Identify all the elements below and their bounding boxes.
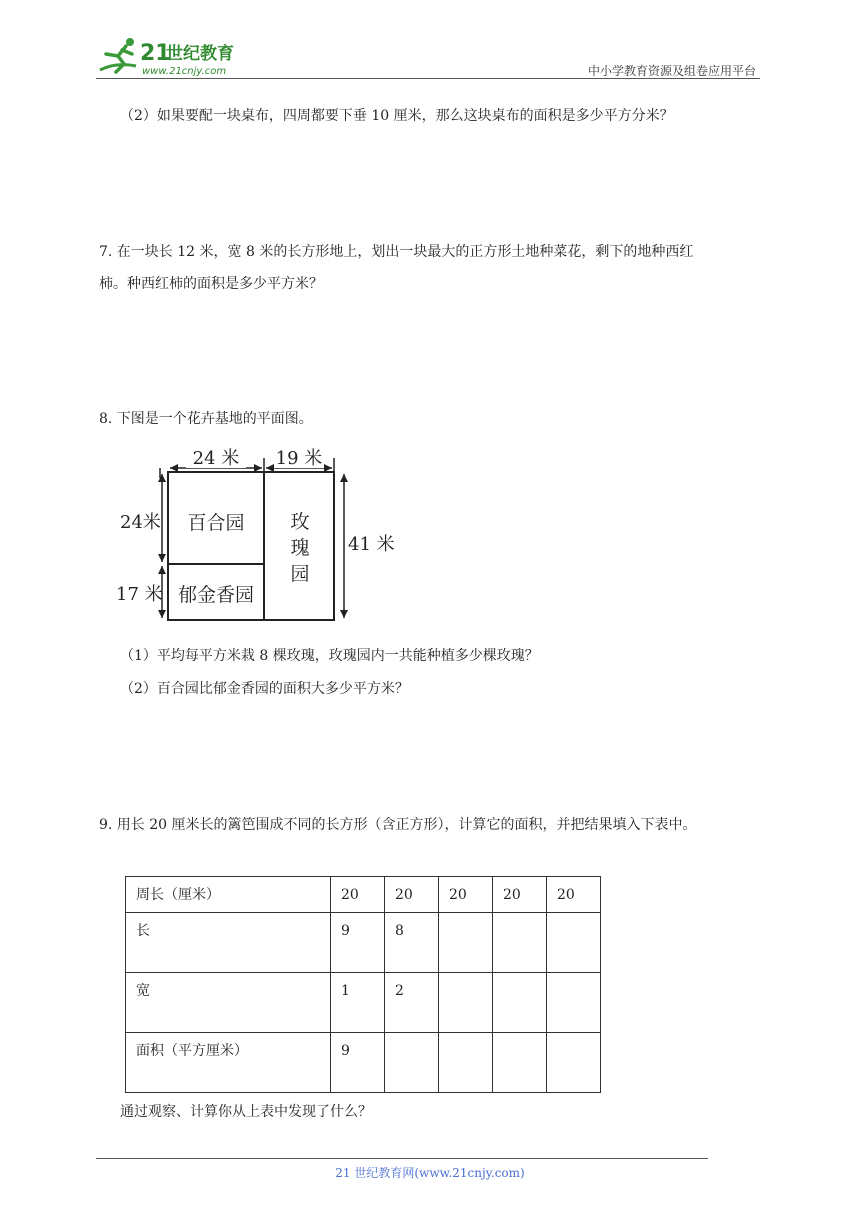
- table-row: [126, 877, 601, 913]
- svg-text:www.21cnjy.com: www.21cnjy.com: [142, 66, 227, 77]
- table-cell: 20: [385, 877, 439, 913]
- table-cell: 20: [547, 877, 601, 913]
- table-cell: 2: [385, 973, 439, 1033]
- table-cell-empty: [493, 913, 547, 973]
- q8-title: 8. 下图是一个花卉基地的平面图。: [99, 411, 313, 427]
- table-cell-empty: [493, 1033, 547, 1093]
- table-cell-empty: [547, 1033, 601, 1093]
- table-cell: 面积（平方厘米）: [126, 1033, 331, 1093]
- table-cell: 周长（厘米）: [126, 877, 331, 913]
- table-cell: 1: [331, 973, 385, 1033]
- region-rose-char1: 玫: [290, 511, 310, 533]
- runner-logo-icon: [96, 34, 266, 78]
- table-cell: 9: [331, 1033, 385, 1093]
- site-slogan: 中小学教育资源及组卷应用平台: [587, 64, 756, 78]
- region-lily: 百合园: [187, 512, 245, 534]
- table-cell: 长: [126, 913, 331, 973]
- q8-part1-text: （1）平均每平方米栽 8 棵玫瑰，玫瑰园内一共能种植多少棵玫瑰？: [120, 648, 539, 664]
- region-rose-char3: 园: [290, 563, 310, 585]
- svg-text:世纪教育: 世纪教育: [166, 44, 234, 64]
- q9-title: 9. 用长 20 厘米长的篱笆围成不同的长方形（含正方形），计算它的面积，并把结果填入下表中。: [99, 817, 697, 833]
- q9-followup-text: 通过观察、计算你从上表中发现了什么？: [120, 1104, 372, 1120]
- table-cell-empty: [439, 913, 493, 973]
- site-logo: [96, 34, 266, 78]
- footer-link[interactable]: 21 世纪教育网(www.21cnjy.com): [335, 1166, 525, 1180]
- q7-text-line1: 7. 在一块长 12 米，宽 8 米的长方形地上，划出一块最大的正方形土地种菜花，剩下的地种西红: [99, 244, 694, 260]
- svg-text:21: 21: [140, 41, 171, 66]
- label-left-lower-height: 17 米: [116, 584, 163, 605]
- region-tulip: 郁金香园: [177, 584, 255, 606]
- table-cell-empty: [439, 973, 493, 1033]
- footer-divider: [96, 1158, 708, 1159]
- q6-part2-text: （2）如果要配一块桌布，四周都要下垂 10 厘米，那么这块桌布的面积是多少平方分米？: [120, 108, 674, 124]
- table-row: [126, 1033, 601, 1093]
- table-cell: 宽: [126, 973, 331, 1033]
- q8-part2-text: （2）百合园比郁金香园的面积大多少平方米？: [120, 681, 409, 697]
- table-cell-empty: [385, 1033, 439, 1093]
- table-row: [126, 973, 601, 1033]
- table-cell-empty: [547, 913, 601, 973]
- table-row: [126, 913, 601, 973]
- table-cell-empty: [547, 973, 601, 1033]
- table-cell: 20: [439, 877, 493, 913]
- label-left-upper-height: 24米: [120, 512, 161, 533]
- perimeter-area-table: [125, 876, 601, 1093]
- table-cell: 9: [331, 913, 385, 973]
- flower-base-plan-diagram: [112, 442, 402, 626]
- region-rose-char2: 瑰: [290, 537, 310, 559]
- label-top-right-width: 19 米: [275, 448, 323, 469]
- header-divider: [96, 78, 760, 79]
- q7-text-line2: 柿。种西红柿的面积是多少平方米？: [99, 276, 323, 292]
- table-cell: 20: [331, 877, 385, 913]
- table-cell: 8: [385, 913, 439, 973]
- table-cell-empty: [439, 1033, 493, 1093]
- label-top-left-width: 24 米: [192, 448, 240, 469]
- table-cell-empty: [493, 973, 547, 1033]
- label-right-height: 41 米: [348, 534, 395, 555]
- table-cell: 20: [493, 877, 547, 913]
